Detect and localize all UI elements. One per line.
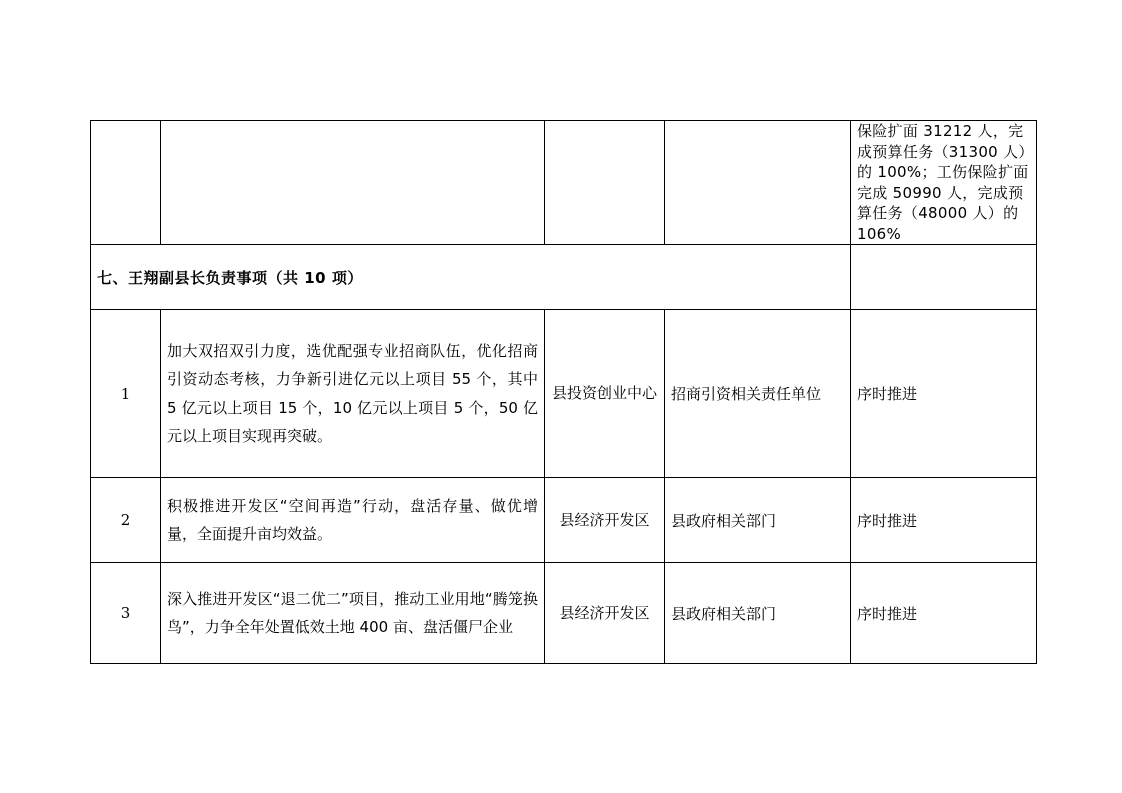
section-heading: 七、王翔副县长负责事项（共 10 项） (91, 245, 851, 310)
task-content: 积极推进开发区“空间再造”行动，盘活存量、做优增量，全面提升亩均效益。 (161, 478, 545, 563)
table-row-continued (91, 121, 1037, 245)
partner-unit: 县政府相关部门 (665, 478, 851, 563)
table-cell-lead-unit (545, 121, 665, 245)
schedule: 序时推进 (851, 478, 1037, 563)
task-table (90, 120, 1037, 664)
row-number: 2 (91, 478, 161, 563)
table-row (91, 563, 1037, 664)
row-number: 3 (91, 563, 161, 664)
partner-unit: 招商引资相关责任单位 (665, 310, 851, 478)
task-content: 加大双招双引力度，选优配强专业招商队伍，优化招商引资动态考核，力争新引进亿元以上项目 55 个，其中 5 亿元以上项目 15 个，10 亿元以上项目 5 个，50 亿元以上项目实现再突破。 (161, 310, 545, 478)
table-row (91, 478, 1037, 563)
partner-unit: 县政府相关部门 (665, 563, 851, 664)
schedule: 序时推进 (851, 563, 1037, 664)
row-number: 1 (91, 310, 161, 478)
lead-unit: 县经济开发区 (545, 478, 665, 563)
table-cell-partner-unit (665, 121, 851, 245)
section-row (91, 245, 1037, 310)
task-content: 深入推进开发区“退二优二”项目，推动工业用地“腾笼换鸟”，力争全年处置低效土地 400 亩、盘活僵尸企业 (161, 563, 545, 664)
table-cell-num (91, 121, 161, 245)
schedule: 序时推进 (851, 310, 1037, 478)
lead-unit: 县投资创业中心 (545, 310, 665, 478)
progress-note: 保险扩面 31212 人，完成预算任务（31300 人）的 100%；工伤保险扩面完成 50990 人，完成预算任务（48000 人）的 106% (851, 121, 1037, 245)
table-cell-empty (851, 245, 1037, 310)
lead-unit: 县经济开发区 (545, 563, 665, 664)
table-row (91, 310, 1037, 478)
table-cell-content (161, 121, 545, 245)
